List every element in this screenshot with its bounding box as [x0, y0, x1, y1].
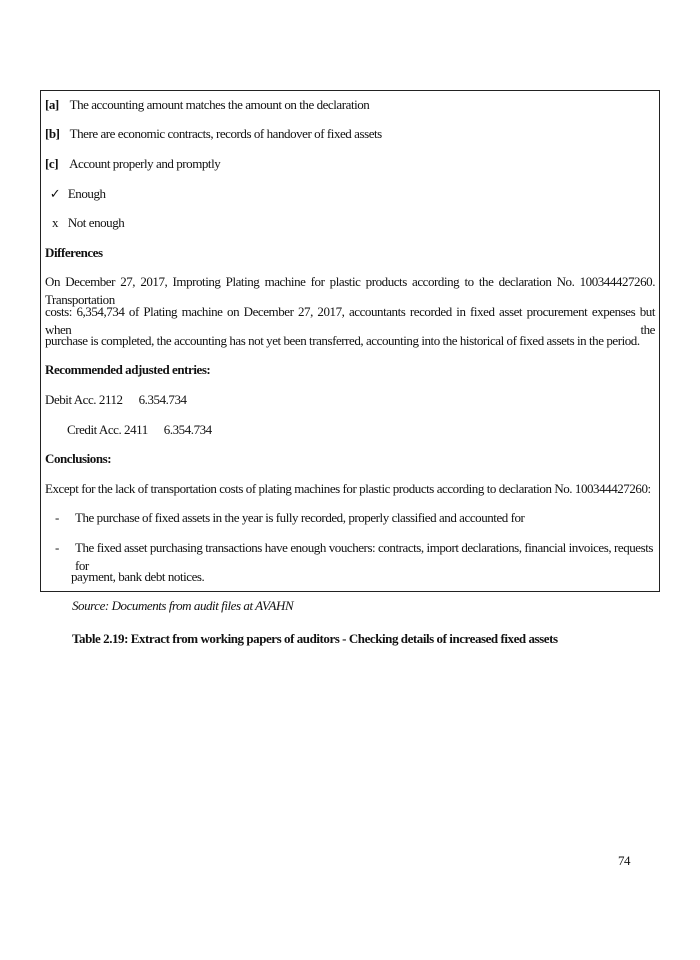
- source-note: Source: Documents from audit files at AVAHN: [72, 598, 294, 613]
- working-paper-box: [40, 90, 660, 592]
- conclusion-bullet-2-continued: payment, bank debt notices.: [71, 569, 205, 584]
- checklist-text: Account properly and promptly: [69, 156, 221, 171]
- debit-amount: 6.354.734: [138, 392, 187, 407]
- credit-account: Credit Acc. 2411: [67, 422, 148, 437]
- checklist-item-c: [45, 155, 655, 173]
- checklist-tag: [b]: [45, 126, 60, 141]
- bullet-text: The purchase of fixed assets in the year is fully recorded, properly classified and accounted for: [75, 510, 525, 525]
- cross-mark-icon: x: [51, 215, 59, 230]
- checklist-tag: [a]: [45, 97, 59, 112]
- checklist-tag: [c]: [45, 156, 59, 171]
- checkmark-icon: ✓: [49, 186, 61, 201]
- conclusions-heading: Conclusions:: [45, 451, 112, 466]
- debit-entry: [45, 391, 655, 409]
- bullet-dash: -: [55, 510, 59, 525]
- credit-amount: 6.354.734: [163, 422, 212, 437]
- differences-heading: Differences: [45, 245, 103, 260]
- debit-account: Debit Acc. 2112: [45, 392, 123, 407]
- legend-text: Enough: [67, 186, 106, 201]
- checklist-item-a: [45, 96, 655, 114]
- conclusion-bullet-1: [45, 509, 655, 527]
- table-caption: Table 2.19: Extract from working papers of auditors - Checking details of increased fixed assets: [72, 631, 558, 646]
- differences-line-3: purchase is completed, the accounting has not yet been transferred, accounting into the historical of fixed assets in the period.: [45, 333, 640, 348]
- bullet-text: The fixed asset purchasing transactions have enough vouchers: contracts, import declarations, financial invoices, requests for: [75, 540, 653, 573]
- checklist-item-b: [45, 125, 655, 143]
- differences-line-2: costs: 6,354,734 of Plating machine on December 27, 2017, accountants recorded in fixed asset procurement expenses but when the: [45, 304, 655, 337]
- credit-entry: [67, 421, 655, 439]
- legend-text: Not enough: [67, 215, 125, 230]
- conclusions-intro: Except for the lack of transportation costs of plating machines for plastic products according to declaration No. 100344427260:: [45, 481, 651, 496]
- legend-not-enough: [45, 214, 655, 232]
- bullet-dash: -: [55, 540, 59, 555]
- checklist-text: The accounting amount matches the amount on the declaration: [69, 97, 370, 112]
- legend-enough: [45, 185, 655, 203]
- entries-heading: Recommended adjusted entries:: [45, 362, 211, 377]
- page-number: 74: [618, 853, 631, 868]
- checklist-text: There are economic contracts, records of handover of fixed assets: [69, 126, 382, 141]
- differences-line-1: On December 27, 2017, Improting Plating machine for plastic products according to the declaration No. 100344427260. Transportation: [45, 274, 655, 307]
